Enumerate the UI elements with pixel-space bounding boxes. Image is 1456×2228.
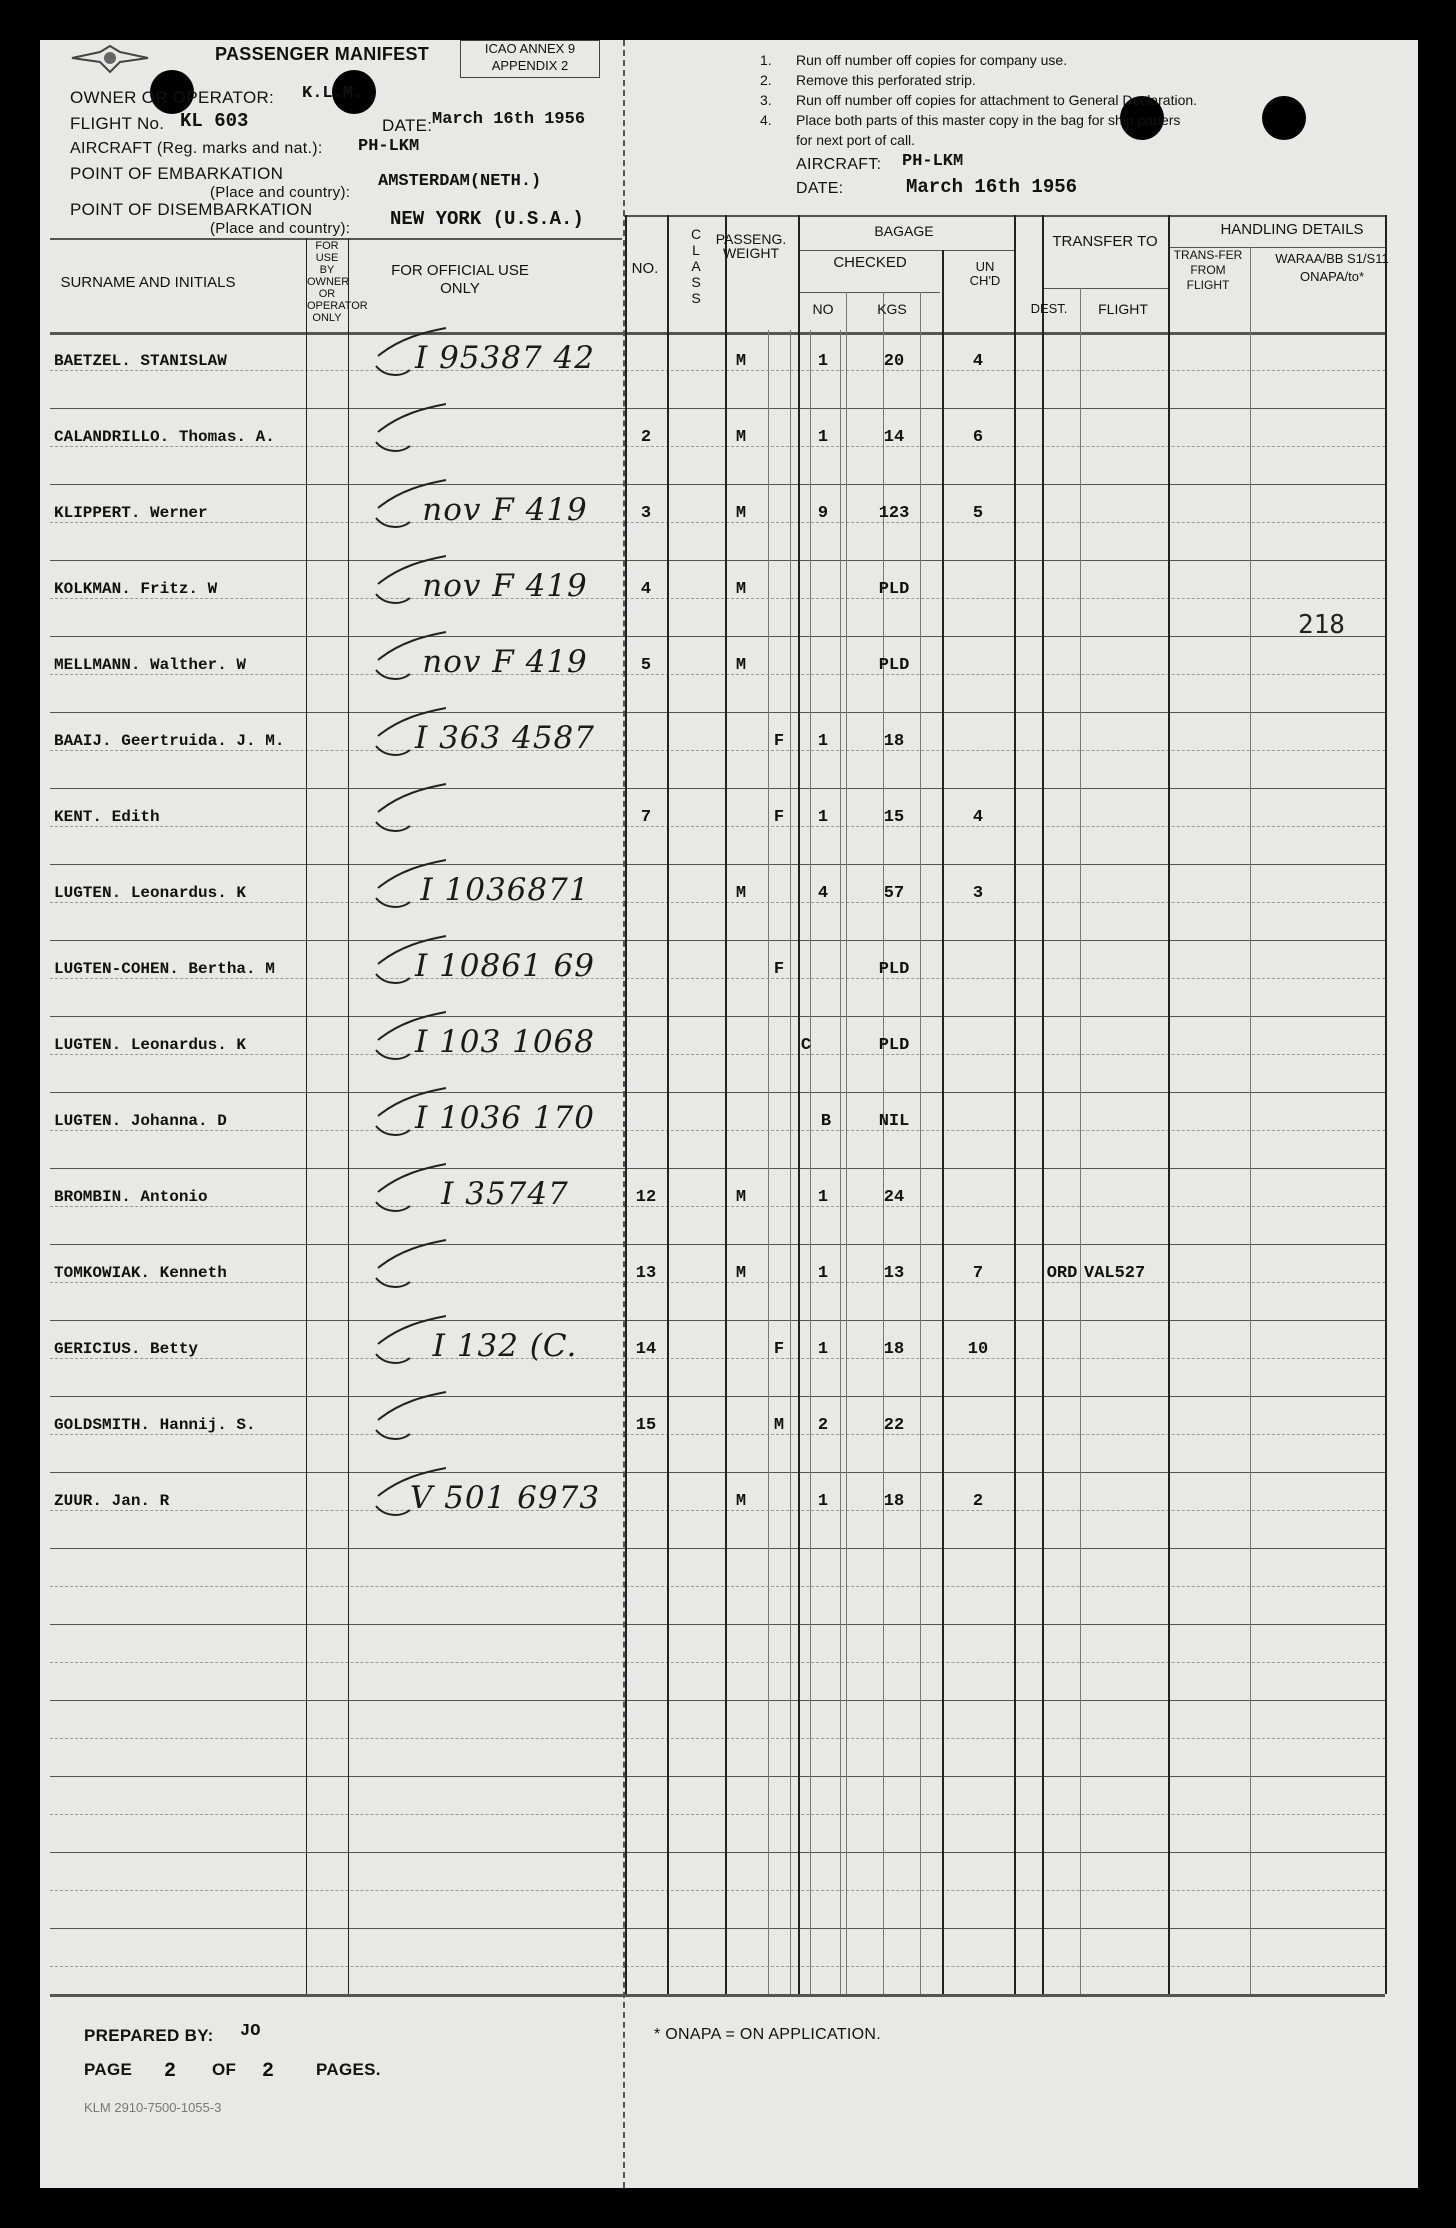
bag-kgs: PLD — [878, 1036, 910, 1055]
bag-kgs: 57 — [883, 884, 905, 903]
table-row — [40, 1416, 1418, 1456]
instruction-item: 1. Run off number off copies for company use. — [760, 52, 1068, 68]
table-row — [40, 720, 1418, 772]
passenger-sex: M — [735, 884, 747, 903]
passenger-number: 2 — [640, 428, 652, 447]
bag-kgs: 18 — [883, 732, 905, 751]
col-handling-header: HANDLING DETAILS — [1220, 221, 1364, 238]
check-mark-icon — [370, 782, 450, 838]
table-row — [40, 1328, 1418, 1380]
bag-kgs: 123 — [878, 504, 910, 523]
passenger-name: KENT. Edith — [54, 808, 160, 826]
table-row — [40, 1264, 1418, 1304]
check-mark-icon — [370, 1238, 450, 1294]
transfer-dest: ORD — [1046, 1264, 1078, 1283]
passenger-sex: M — [735, 352, 747, 371]
unchecked-count: 10 — [967, 1340, 989, 1359]
check-mark-icon — [370, 1086, 450, 1142]
table-row — [40, 808, 1418, 848]
bag-kgs: 18 — [883, 1492, 905, 1511]
instruction-item: 3. Run off number off copies for attachment to General Declaration. — [760, 92, 1198, 108]
check-mark-icon — [370, 1162, 450, 1218]
passenger-name: LUGTEN. Leonardus. K — [54, 1036, 247, 1054]
page-value: 2 — [164, 2060, 177, 2083]
owner-value: K.L.M. — [302, 84, 364, 103]
page-label: PAGE — [84, 2060, 133, 2079]
bag-count: 1 — [817, 1492, 829, 1511]
passenger-name: LUGTEN. Johanna. D — [54, 1112, 227, 1130]
manifest-sheet — [40, 40, 1418, 2188]
instruction-item: 4. Place both parts of this master copy in the bag for ship papers — [760, 112, 1181, 128]
passenger-sex: C — [800, 1036, 812, 1055]
unchecked-count: 4 — [972, 808, 984, 827]
passenger-name: CALANDRILLO. Thomas. A. — [54, 428, 275, 446]
passenger-name: GOLDSMITH. Hannij. S. — [54, 1416, 256, 1434]
instr-date-label: DATE: — [796, 180, 844, 197]
col-weight-header: PASSENG. WEIGHT — [715, 231, 787, 261]
passenger-sex: M — [735, 504, 747, 523]
official-entry: nov F 419 — [422, 568, 588, 604]
of-label: OF — [212, 2060, 237, 2079]
disembark-label: POINT OF DISEMBARKATION — [70, 200, 313, 219]
passenger-name: GERICIUS. Betty — [54, 1340, 199, 1358]
passenger-sex: M — [735, 580, 747, 599]
passenger-sex: B — [820, 1112, 832, 1131]
passenger-sex: F — [773, 808, 785, 827]
instr-aircraft-label: AIRCRAFT: — [796, 156, 882, 173]
bag-kgs: PLD — [878, 656, 910, 675]
unchecked-count: 2 — [972, 1492, 984, 1511]
official-entry: I 1036871 — [420, 872, 590, 908]
table-row — [40, 872, 1418, 924]
check-mark-icon — [370, 478, 450, 534]
embark-value: AMSTERDAM(NETH.) — [378, 172, 542, 191]
aircraft-value: PH-LKM — [358, 137, 420, 156]
passenger-number: 5 — [640, 656, 652, 675]
passenger-name: TOMKOWIAK. Kenneth — [54, 1264, 227, 1282]
unchecked-count: 3 — [972, 884, 984, 903]
bag-count: 4 — [817, 884, 829, 903]
table-row — [40, 568, 1418, 620]
instr-aircraft-value: PH-LKM — [902, 152, 964, 171]
prepared-value: JO — [240, 2022, 261, 2041]
official-entry: I 103 1068 — [414, 1024, 595, 1060]
embark-label: POINT OF EMBARKATION — [70, 164, 284, 183]
col-for-use-header: FOR USE BY OWNER OR OPERATOR ONLY — [307, 240, 368, 324]
onapa-note: * ONAPA = ON APPLICATION. — [654, 2026, 881, 2043]
date-label: DATE: — [382, 116, 433, 135]
official-entry: I 1036 170 — [414, 1100, 595, 1136]
check-mark-icon — [370, 1390, 450, 1446]
bag-kgs: 14 — [883, 428, 905, 447]
bag-kgs: 24 — [883, 1188, 905, 1207]
bag-count: 1 — [817, 352, 829, 371]
bag-count: 1 — [817, 732, 829, 751]
footer — [40, 1990, 1418, 2150]
manifest-rows — [40, 40, 1418, 2188]
bag-count: 2 — [817, 1416, 829, 1435]
annex-line2: APPENDIX 2 — [491, 58, 569, 73]
passenger-name: BAETZEL. STANISLAW — [54, 352, 227, 370]
passenger-name: ZUUR. Jan. R — [54, 1492, 170, 1510]
table-row — [40, 1176, 1418, 1228]
annex-line1: ICAO ANNEX 9 — [484, 41, 576, 56]
unchecked-count: 5 — [972, 504, 984, 523]
pages-label: PAGES. — [316, 2060, 381, 2079]
bag-count: 1 — [817, 1188, 829, 1207]
table-row — [40, 340, 1418, 392]
check-mark-icon — [370, 630, 450, 686]
date-value: March 16th 1956 — [432, 110, 586, 129]
bag-count: 9 — [817, 504, 829, 523]
passenger-number: 12 — [635, 1188, 657, 1207]
check-mark-icon — [370, 326, 450, 382]
check-mark-icon — [370, 554, 450, 610]
col-flight-header: FLIGHT — [1098, 301, 1148, 317]
owner-label: OWNER OR OPERATOR: — [70, 88, 275, 107]
col-waraa-header: WARAA/BB S1/S11 ONAPA/to* — [1275, 251, 1389, 284]
col-checked-kgs-header: KGS — [877, 301, 907, 317]
col-surname-header: SURNAME AND INITIALS — [60, 274, 236, 291]
check-mark-icon — [370, 1010, 450, 1066]
unchecked-count: 7 — [972, 1264, 984, 1283]
official-entry: V 501 6973 — [409, 1480, 601, 1516]
passenger-sex: M — [735, 428, 747, 447]
passenger-sex: M — [735, 1492, 747, 1511]
col-official-header: FOR OFFICIAL USE ONLY — [391, 262, 529, 297]
unchecked-count: 4 — [972, 352, 984, 371]
check-mark-icon — [370, 1314, 450, 1370]
flight-label: FLIGHT No. — [70, 114, 165, 133]
transfer-flight: VAL527 — [1084, 1264, 1146, 1283]
passenger-number: 7 — [640, 808, 652, 827]
unchecked-count: 6 — [972, 428, 984, 447]
passenger-name: KLIPPERT. Werner — [54, 504, 208, 522]
prepared-label: PREPARED BY: — [84, 2026, 214, 2045]
passenger-number: 13 — [635, 1264, 657, 1283]
manifest-title: PASSENGER MANIFEST — [215, 44, 430, 64]
of-value: 2 — [262, 2060, 275, 2083]
table-row — [40, 948, 1418, 1000]
col-transfer-header: TRANSFER TO — [1052, 233, 1158, 250]
aircraft-label: AIRCRAFT (Reg. marks and nat.): — [70, 140, 323, 157]
bag-kgs: 18 — [883, 1340, 905, 1359]
disembark-sub: (Place and country): — [210, 220, 351, 237]
bag-count: 1 — [817, 1264, 829, 1283]
passenger-sex: F — [773, 732, 785, 751]
check-mark-icon — [370, 1466, 450, 1522]
passenger-sex: F — [773, 1340, 785, 1359]
table-row — [40, 1024, 1418, 1076]
bag-kgs: 13 — [883, 1264, 905, 1283]
passenger-number: 15 — [635, 1416, 657, 1435]
table-row — [40, 428, 1418, 468]
passenger-name: LUGTEN. Leonardus. K — [54, 884, 247, 902]
check-mark-icon — [370, 858, 450, 914]
bag-kgs: 15 — [883, 808, 905, 827]
passenger-name: MELLMANN. Walther. W — [54, 656, 247, 674]
embark-sub: (Place and country): — [210, 184, 351, 201]
col-unchd-header: UN CH'D — [969, 259, 1001, 288]
col-no-header: NO. — [631, 260, 659, 277]
col-baggage-header: BAGAGE — [874, 223, 934, 239]
passenger-number: 3 — [640, 504, 652, 523]
passenger-name: BAAIJ. Geertruida. J. M. — [54, 732, 285, 750]
official-entry: nov F 419 — [422, 492, 588, 528]
passenger-sex: M — [735, 656, 747, 675]
passenger-name: KOLKMAN. Fritz. W — [54, 580, 218, 598]
col-checked-no-header: NO — [812, 301, 834, 317]
bag-kgs: NIL — [878, 1112, 910, 1131]
form-code: KLM 2910-7500-1055-3 — [84, 2100, 222, 2115]
bag-kgs: 20 — [883, 352, 905, 371]
check-mark-icon — [370, 706, 450, 762]
table-row — [40, 1480, 1418, 1532]
instr-date-value: March 16th 1956 — [906, 176, 1078, 198]
official-entry: I 363 4587 — [414, 720, 595, 756]
passenger-number: 14 — [635, 1340, 657, 1359]
bag-kgs: PLD — [878, 580, 910, 599]
table-row — [40, 1100, 1418, 1152]
official-entry: nov F 419 — [422, 644, 588, 680]
instruction-item: for next port of call. — [796, 132, 916, 148]
official-entry: I 35747 — [441, 1176, 569, 1212]
check-mark-icon — [370, 934, 450, 990]
passenger-sex: M — [735, 1264, 747, 1283]
passenger-sex: M — [773, 1416, 785, 1435]
passenger-sex: F — [773, 960, 785, 979]
bag-count: 1 — [817, 428, 829, 447]
flight-value: KL 603 — [180, 110, 249, 132]
official-entry: I 95387 42 — [414, 340, 595, 376]
passenger-name: LUGTEN-COHEN. Bertha. M — [54, 960, 275, 978]
bag-kgs: PLD — [878, 960, 910, 979]
passenger-number: 4 — [640, 580, 652, 599]
instruction-item: 2. Remove this perforated strip. — [760, 72, 976, 88]
col-transfer-from-header: TRANS-FER FROM FLIGHT — [1173, 248, 1243, 292]
col-class-header: CLASS — [690, 226, 702, 306]
table-row — [40, 492, 1418, 544]
passenger-name: BROMBIN. Antonio — [54, 1188, 208, 1206]
check-mark-icon — [370, 402, 450, 458]
col-checked-header: CHECKED — [833, 254, 907, 271]
bag-kgs: 22 — [883, 1416, 905, 1435]
bag-count: 1 — [817, 808, 829, 827]
margin-number: 218 — [1298, 610, 1345, 640]
official-entry: I 10861 69 — [414, 948, 595, 984]
bag-count: 1 — [817, 1340, 829, 1359]
table-row — [40, 644, 1418, 696]
col-dest-header: DEST. — [1030, 301, 1068, 316]
official-entry: I 132 (C. — [432, 1328, 578, 1364]
passenger-sex: M — [735, 1188, 747, 1207]
disembark-value: NEW YORK (U.S.A.) — [390, 208, 584, 230]
